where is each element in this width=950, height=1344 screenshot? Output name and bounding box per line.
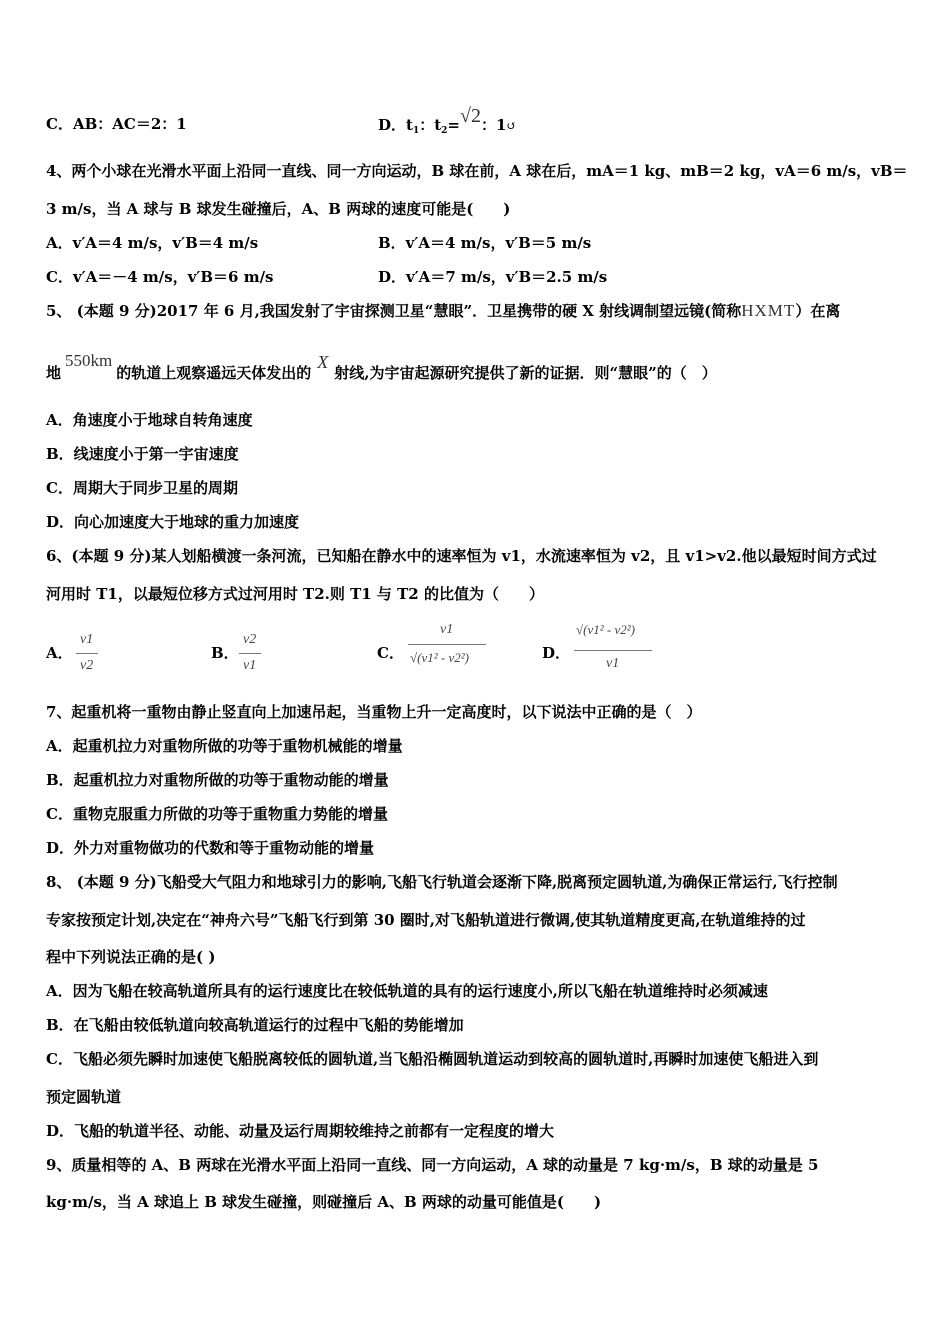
q7-option-c[interactable]: C．重物克服重力所做的功等于重物重力势能的增量: [46, 805, 388, 823]
q9-stem-line1: 9、质量相等的 A、B 两球在光滑水平面上沿同一直线、同一方向运动，A 球的动量是 7 kg·m/s，B 球的动量是 5: [46, 1156, 819, 1174]
q7-option-b[interactable]: B．起重机拉力对重物所做的功等于重物动能的增量: [46, 771, 389, 789]
q6-stem-line1: 6、(本题 9 分)某人划船横渡一条河流，已知船在静水中的速率恒为 v1，水流速率恒为 v2，且 v1>v2.他以最短时间方式过: [46, 547, 877, 565]
q5-option-c[interactable]: C．周期大于同步卫星的周期: [46, 479, 238, 497]
q4-option-b[interactable]: B．v′A＝4 m/s，v′B＝5 m/s: [378, 234, 592, 252]
q6-option-b-fraction: [239, 632, 263, 678]
fraction-numerator: √(v1² - v2²): [576, 622, 635, 637]
handwriting-mark-icon: ↺: [506, 119, 517, 133]
q5-option-b[interactable]: B．线速度小于第一宇宙速度: [46, 445, 239, 463]
q4-stem-line1: 4、两个小球在光滑水平面上沿同一直线、同一方向运动，B 球在前，A 球在后，mA＝1 kg、mB＝2 kg，vA＝6 m/s，vB＝: [46, 162, 908, 180]
q8-option-d[interactable]: D．飞船的轨道半径、动能、动量及运行周期较维持之前都有一定程度的增大: [46, 1122, 555, 1140]
q5-option-d[interactable]: D．向心加速度大于地球的重力加速度: [46, 513, 300, 531]
q4-option-c[interactable]: C．v′A＝－4 m/s，v′B＝6 m/s: [46, 268, 274, 286]
q6-option-b-label[interactable]: B．: [211, 644, 239, 662]
q5-stem-line1: 5、 (本题 9 分)2017 年 6 月,我国发射了宇宙探测卫星“慧眼”．卫星携带的硬 X 射线调制望远镜(简称HXMT）在离: [46, 301, 841, 320]
q7-stem: 7、起重机将一重物由静止竖直向上加速吊起，当重物上升一定高度时，以下说法中正确的是（ ）: [46, 703, 702, 721]
q6-option-c-fraction: [408, 622, 488, 678]
fraction-bar: [76, 653, 98, 654]
q8-option-a[interactable]: A．因为飞船在较高轨道所具有的运行速度比在较低轨道的具有的运行速度小,所以飞船在轨道维持时必须减速: [46, 982, 768, 1000]
fraction-bar: [239, 653, 261, 654]
fraction-denominator: v1: [606, 656, 620, 671]
q8-option-c-line2[interactable]: 预定圆轨道: [46, 1088, 122, 1106]
fraction-bar: [408, 644, 486, 645]
fraction-bar: [574, 650, 652, 651]
q7-option-a[interactable]: A．起重机拉力对重物所做的功等于重物机械能的增量: [46, 737, 403, 755]
q5-x-symbol: X: [317, 352, 329, 372]
q3-option-d[interactable]: [378, 105, 517, 141]
q6-option-a-fraction: [76, 632, 100, 678]
q8-option-b[interactable]: B．在飞船由较低轨道向较高轨道运行的过程中飞船的势能增加: [46, 1016, 464, 1034]
q3-option-c[interactable]: C．AB：AC＝2：1: [46, 115, 187, 133]
fraction-denominator: √(v1² - v2²): [410, 650, 469, 665]
fraction-numerator: v1: [440, 622, 454, 637]
q5-distance: 550km: [65, 351, 113, 370]
q4-option-d[interactable]: D．v′A＝7 m/s，v′B＝2.5 m/s: [378, 268, 608, 286]
q3-option-d-sqrt2: √2: [459, 105, 481, 127]
q7-option-d[interactable]: D．外力对重物做功的代数和等于重物动能的增量: [46, 839, 375, 857]
q8-stem-line3: 程中下列说法正确的是( ): [46, 948, 216, 966]
q4-option-a[interactable]: A．v′A＝4 m/s，v′B＝4 m/s: [46, 234, 259, 252]
fraction-denominator: v1: [243, 658, 257, 673]
q3-option-d-t1: D．$t_1$：$t_2=$: [378, 116, 460, 136]
q5-option-a[interactable]: A．角速度小于地球自转角速度: [46, 411, 253, 429]
q6-option-d-label[interactable]: D．: [542, 644, 571, 662]
q5-hxmt: HXMT: [741, 301, 796, 320]
q5-stem-line2: 地550km的轨道上观察遥远天体发出的X射线,为宇宙起源研究提供了新的证据．则“慧眼”的（ ）: [46, 351, 717, 382]
q6-stem-line2: 河用时 T1，以最短位移方式过河用时 T2.则 T1 与 T2 的比值为（ ）: [46, 585, 544, 603]
q6-option-c-label[interactable]: C．: [377, 644, 404, 662]
q8-stem-line1: 8、 (本题 9 分)飞船受大气阻力和地球引力的影响,飞船飞行轨道会逐渐下降,脱离预定圆轨道,为确保正常运行,飞行控制: [46, 873, 838, 891]
q4-stem-line2: 3 m/s，当 A 球与 B 球发生碰撞后，A、B 两球的速度可能是( ): [46, 200, 511, 218]
fraction-numerator: v1: [80, 632, 94, 647]
fraction-denominator: v2: [80, 658, 94, 673]
q8-stem-line2: 专家按预定计划,决定在“神舟六号”飞船飞行到第 30 圈时,对飞船轨道进行微调,使其轨道精度更高,在轨道维持的过: [46, 911, 806, 929]
q6-option-d-fraction: [574, 620, 654, 680]
q8-option-c-line1[interactable]: C．飞船必须先瞬时加速使飞船脱离较低的圆轨道,当飞船沿椭圆轨道运动到较高的圆轨道时,再瞬时加速使飞船进入到: [46, 1050, 819, 1068]
q9-stem-line2: kg·m/s，当 A 球追上 B 球发生碰撞，则碰撞后 A、B 两球的动量可能值是( ): [46, 1193, 602, 1211]
q6-option-a-label[interactable]: A．: [46, 644, 73, 662]
fraction-numerator: v2: [243, 632, 257, 647]
q3-option-d-tail: ：1: [480, 116, 507, 134]
